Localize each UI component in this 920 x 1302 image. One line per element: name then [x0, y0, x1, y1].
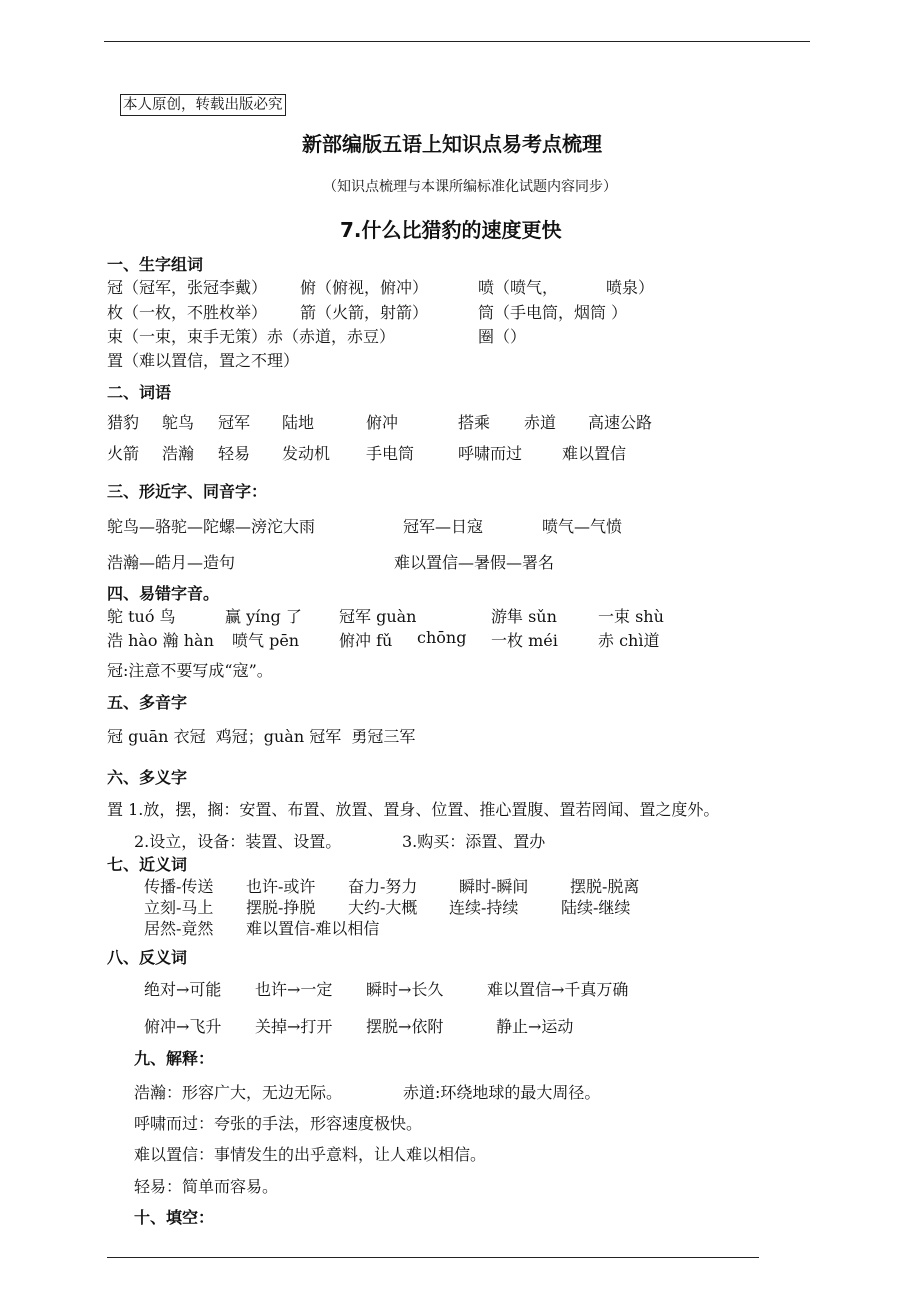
word: 俯冲 — [366, 413, 399, 432]
document-subtitle: （知识点梳理与本课所编标准化试题内容同步） — [323, 179, 617, 195]
document-title: 新部编版五语上知识点易考点梳理 — [302, 132, 602, 156]
note: 冠:注意不要写成“寇”。 — [107, 661, 273, 680]
word: 手电筒 — [366, 444, 415, 463]
list-item: 圈（） — [478, 327, 527, 346]
list-item: 筒（手电筒，烟筒 ） — [478, 303, 628, 322]
meaning-line: 2.设立，设备：装置、设置。 — [134, 832, 342, 851]
antonym-pair: 瞬时→长久 — [366, 980, 444, 999]
section-heading-1: 一、生字组词 — [107, 255, 204, 274]
definition-line: 轻易：简单而容易。 — [134, 1177, 279, 1196]
pinyin-item: 一束 shù — [598, 607, 664, 626]
word: 冠军 — [218, 413, 251, 432]
antonym-pair: 静止→运动 — [496, 1017, 574, 1036]
bottom-rule — [107, 1257, 759, 1258]
list-item: 浩瀚—皓月—造句 — [107, 553, 236, 572]
list-item: 俯（俯视，俯冲） — [300, 278, 429, 297]
synonym-pair: 立刻-马上 — [144, 898, 214, 917]
word: 赤道 — [524, 413, 557, 432]
pinyin-item: 冠军 guàn — [339, 607, 417, 626]
list-item: 鸵鸟—骆驼—陀螺—滂沱大雨 — [107, 517, 316, 536]
meaning-line: 置 1.放，摆，搁：安置、布置、放置、置身、位置、推心置腹、置若罔闻、置之度外。 — [107, 800, 720, 819]
section-heading-7: 七、近义词 — [107, 855, 188, 874]
synonym-pair: 也许-或许 — [246, 877, 316, 896]
list-item: 枚（一枚，不胜枚举） — [107, 303, 268, 322]
definition-line: 呼啸而过：夸张的手法，形容速度极快。 — [134, 1114, 423, 1133]
synonym-pair: 摆脱-脱离 — [570, 877, 640, 896]
word: 难以置信 — [562, 444, 627, 463]
pinyin-item: 一枚 méi — [491, 631, 558, 650]
synonym-pair: 瞬时-瞬间 — [459, 877, 529, 896]
synonym-pair: 连续-持续 — [449, 898, 519, 917]
antonym-pair: 摆脱→依附 — [366, 1017, 444, 1036]
antonym-pair: 也许→一定 — [255, 980, 333, 999]
pinyin-item: 喷气 pēn — [232, 631, 300, 650]
word: 陆地 — [282, 413, 315, 432]
word: 搭乘 — [458, 413, 491, 432]
lesson-title: 7.什么比猎豹的速度更快 — [340, 218, 562, 242]
word: 猎豹 — [107, 413, 140, 432]
synonym-pair: 居然-竟然 — [144, 919, 214, 938]
list-item: 箭（火箭，射箭） — [300, 303, 429, 322]
section-heading-3: 三、形近字、同音字： — [107, 482, 268, 501]
synonym-pair: 摆脱-挣脱 — [246, 898, 316, 917]
section-heading-6: 六、多义字 — [107, 768, 188, 787]
list-item: 喷（喷气， — [478, 278, 559, 297]
list-item: 冠（冠军，张冠李戴） — [107, 278, 268, 297]
synonym-pair: 奋力-努力 — [348, 877, 418, 896]
section-heading-4: 四、易错字音。 — [107, 584, 220, 603]
word: 轻易 — [218, 444, 251, 463]
definition-line: 难以置信：事情发生的出乎意料，让人难以相信。 — [134, 1145, 487, 1164]
list-item: 置（难以置信，置之不理） — [107, 351, 300, 370]
word: 呼啸而过 — [458, 444, 523, 463]
section-heading-5: 五、多音字 — [107, 693, 188, 712]
definition-line: 浩瀚：形容广大，无边无际。 — [134, 1083, 343, 1102]
list-item: 难以置信—暑假—署名 — [394, 553, 555, 572]
section-heading-8: 八、反义词 — [107, 948, 188, 967]
polyphone-line: 冠 guān 衣冠 鸡冠；guàn 冠军 勇冠三军 — [107, 727, 416, 746]
definition-line: 赤道:环绕地球的最大周径。 — [403, 1083, 601, 1102]
top-rule — [104, 41, 810, 42]
copyright-stamp: 本人原创，转载出版必究 — [120, 94, 286, 116]
synonym-pair: 陆续-继续 — [561, 898, 631, 917]
antonym-pair: 绝对→可能 — [144, 980, 222, 999]
word: 高速公路 — [588, 413, 653, 432]
synonym-pair: 大约-大概 — [348, 898, 418, 917]
synonym-pair: 难以置信-难以相信 — [246, 919, 380, 938]
word: 浩瀚 — [162, 444, 195, 463]
pinyin-item: 赢 yíng 了 — [225, 607, 302, 626]
section-heading-2: 二、词语 — [107, 383, 172, 402]
section-heading-10: 十、填空： — [134, 1208, 215, 1227]
meaning-line: 3.购买：添置、置办 — [402, 832, 546, 851]
section-heading-9: 九、解释： — [134, 1049, 215, 1068]
pinyin-item: 游隼 sǔn — [491, 607, 557, 626]
word: 火箭 — [107, 444, 140, 463]
antonym-pair: 俯冲→飞升 — [144, 1017, 222, 1036]
pinyin-item: 浩 hào 瀚 hàn — [107, 631, 214, 650]
word: 发动机 — [282, 444, 331, 463]
pinyin-item: 鸵 tuó 鸟 — [107, 607, 176, 626]
pinyin-item: 赤 chì道 — [598, 631, 660, 650]
pinyin-item: 俯冲 fǔ — [339, 631, 393, 650]
list-item: 束（一束，束手无策）赤（赤道，赤豆） — [107, 327, 396, 346]
synonym-pair: 传播-传送 — [144, 877, 214, 896]
pinyin-item: chōng — [417, 628, 467, 647]
word: 鸵鸟 — [162, 413, 195, 432]
list-item: 喷气—气愤 — [542, 517, 623, 536]
list-item: 喷泉） — [606, 278, 655, 297]
antonym-pair: 关掉→打开 — [255, 1017, 333, 1036]
antonym-pair: 难以置信→千真万确 — [487, 980, 629, 999]
list-item: 冠军—日寇 — [403, 517, 484, 536]
